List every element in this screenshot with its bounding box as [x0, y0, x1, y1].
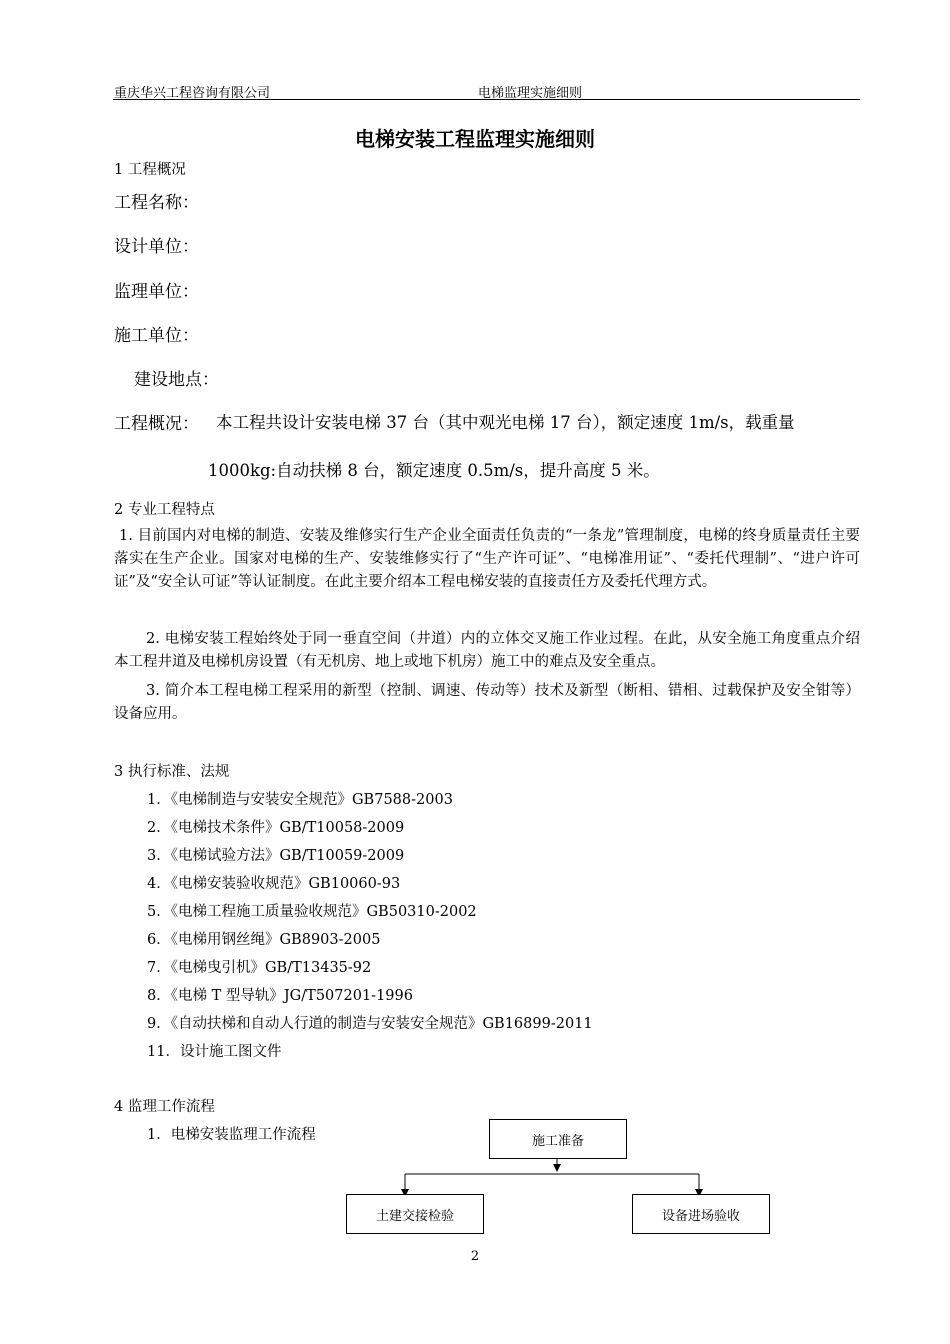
standard-item: 5．《电梯工程施工质量验收规范》GB50310-2002: [147, 904, 477, 920]
page-title: 电梯安装工程监理实施细则: [355, 127, 595, 151]
standard-item: 1．《电梯制造与安装安全规范》GB7588-2003: [147, 792, 453, 808]
header-doc-title: 电梯监理实施细则: [478, 86, 583, 101]
section2-heading: 2 专业工程特点: [114, 502, 215, 518]
section1-heading: 1 工程概况: [114, 162, 186, 178]
section4-heading: 4 监理工作流程: [114, 1099, 215, 1115]
standard-item: 7．《电梯曳引机》GB/T13435-92: [147, 960, 372, 976]
flow-box-label: 土建交接检验: [375, 1208, 454, 1224]
flow-box-equipment-acceptance: [632, 1194, 770, 1234]
overview-line-1: 本工程共设计安装电梯 37 台（其中观光电梯 17 台），额定速度 1m/s，载重量: [216, 413, 795, 432]
overview-line-2: 1000kg:自动扶梯 8 台，额定速度 0.5m/s，提升高度 5 米。: [208, 461, 660, 480]
page-number: 2: [470, 1249, 480, 1264]
section3-heading: 3 执行标准、法规: [114, 764, 230, 780]
field-design-unit: 设计单位：: [114, 237, 199, 257]
standard-item: 3．《电梯试验方法》GB/T10059-2009: [147, 848, 405, 864]
overview-label: 工程概况：: [114, 414, 199, 434]
flow-box-label: 设备进场验收: [661, 1208, 740, 1224]
section2-paragraph-1: 1. 目前国内对电梯的制造、安装及维修实行生产企业全面责任负责的“一条龙”管理制度，电梯的终身质量责任主要落实在生产企业。国家对电梯的生产、安装维修实行了“生产许可证”、“电梯准用证”、“委托代理制”、“进户许可证”及“安全认可证”等认证制度。在此主要介绍本工程电梯安装的直接责任方及委托代理方式。: [114, 528, 860, 590]
field-project-name: 工程名称：: [114, 193, 199, 213]
field-supervision-unit: 监理单位：: [114, 282, 199, 302]
standard-item: 11．设计施工图文件: [147, 1044, 282, 1060]
flow-box-construction-prep: [489, 1119, 627, 1159]
field-construction-unit: 施工单位：: [114, 326, 199, 346]
flow-box-label: 施工准备: [531, 1133, 584, 1149]
standard-item: 4．《电梯安装验收规范》GB10060-93: [147, 876, 401, 892]
standard-item: 8．《电梯 T 型导轨》JG/T507201-1996: [147, 988, 413, 1004]
standard-item: 6．《电梯用钢丝绳》GB8903-2005: [147, 932, 381, 948]
section2-paragraph-2: 2. 电梯安装工程始终处于同一垂直空间（井道）内的立体交叉施工作业过程。在此，从安全施工角度重点介绍本工程井道及电梯机房设置（有无机房、地上或地下机房）施工中的难点及安全重点。: [114, 631, 860, 670]
flow-box-civil-handover: [346, 1194, 484, 1234]
field-site-location: 建设地点：: [134, 370, 219, 390]
standard-item: 9．《自动扶梯和自动人行道的制造与安装安全规范》GB16899-2011: [147, 1016, 593, 1032]
standard-item: 2．《电梯技术条件》GB/T10058-2009: [147, 820, 405, 836]
workflow-item-1: 1．电梯安装监理工作流程: [147, 1127, 316, 1143]
header-company: 重庆华兴工程咨询有限公司: [114, 86, 271, 101]
section2-paragraph-3: 3. 简介本工程电梯工程采用的新型（控制、调速、传动等）技术及新型（断相、错相、过载保护及安全钳等）设备应用。: [114, 683, 860, 722]
